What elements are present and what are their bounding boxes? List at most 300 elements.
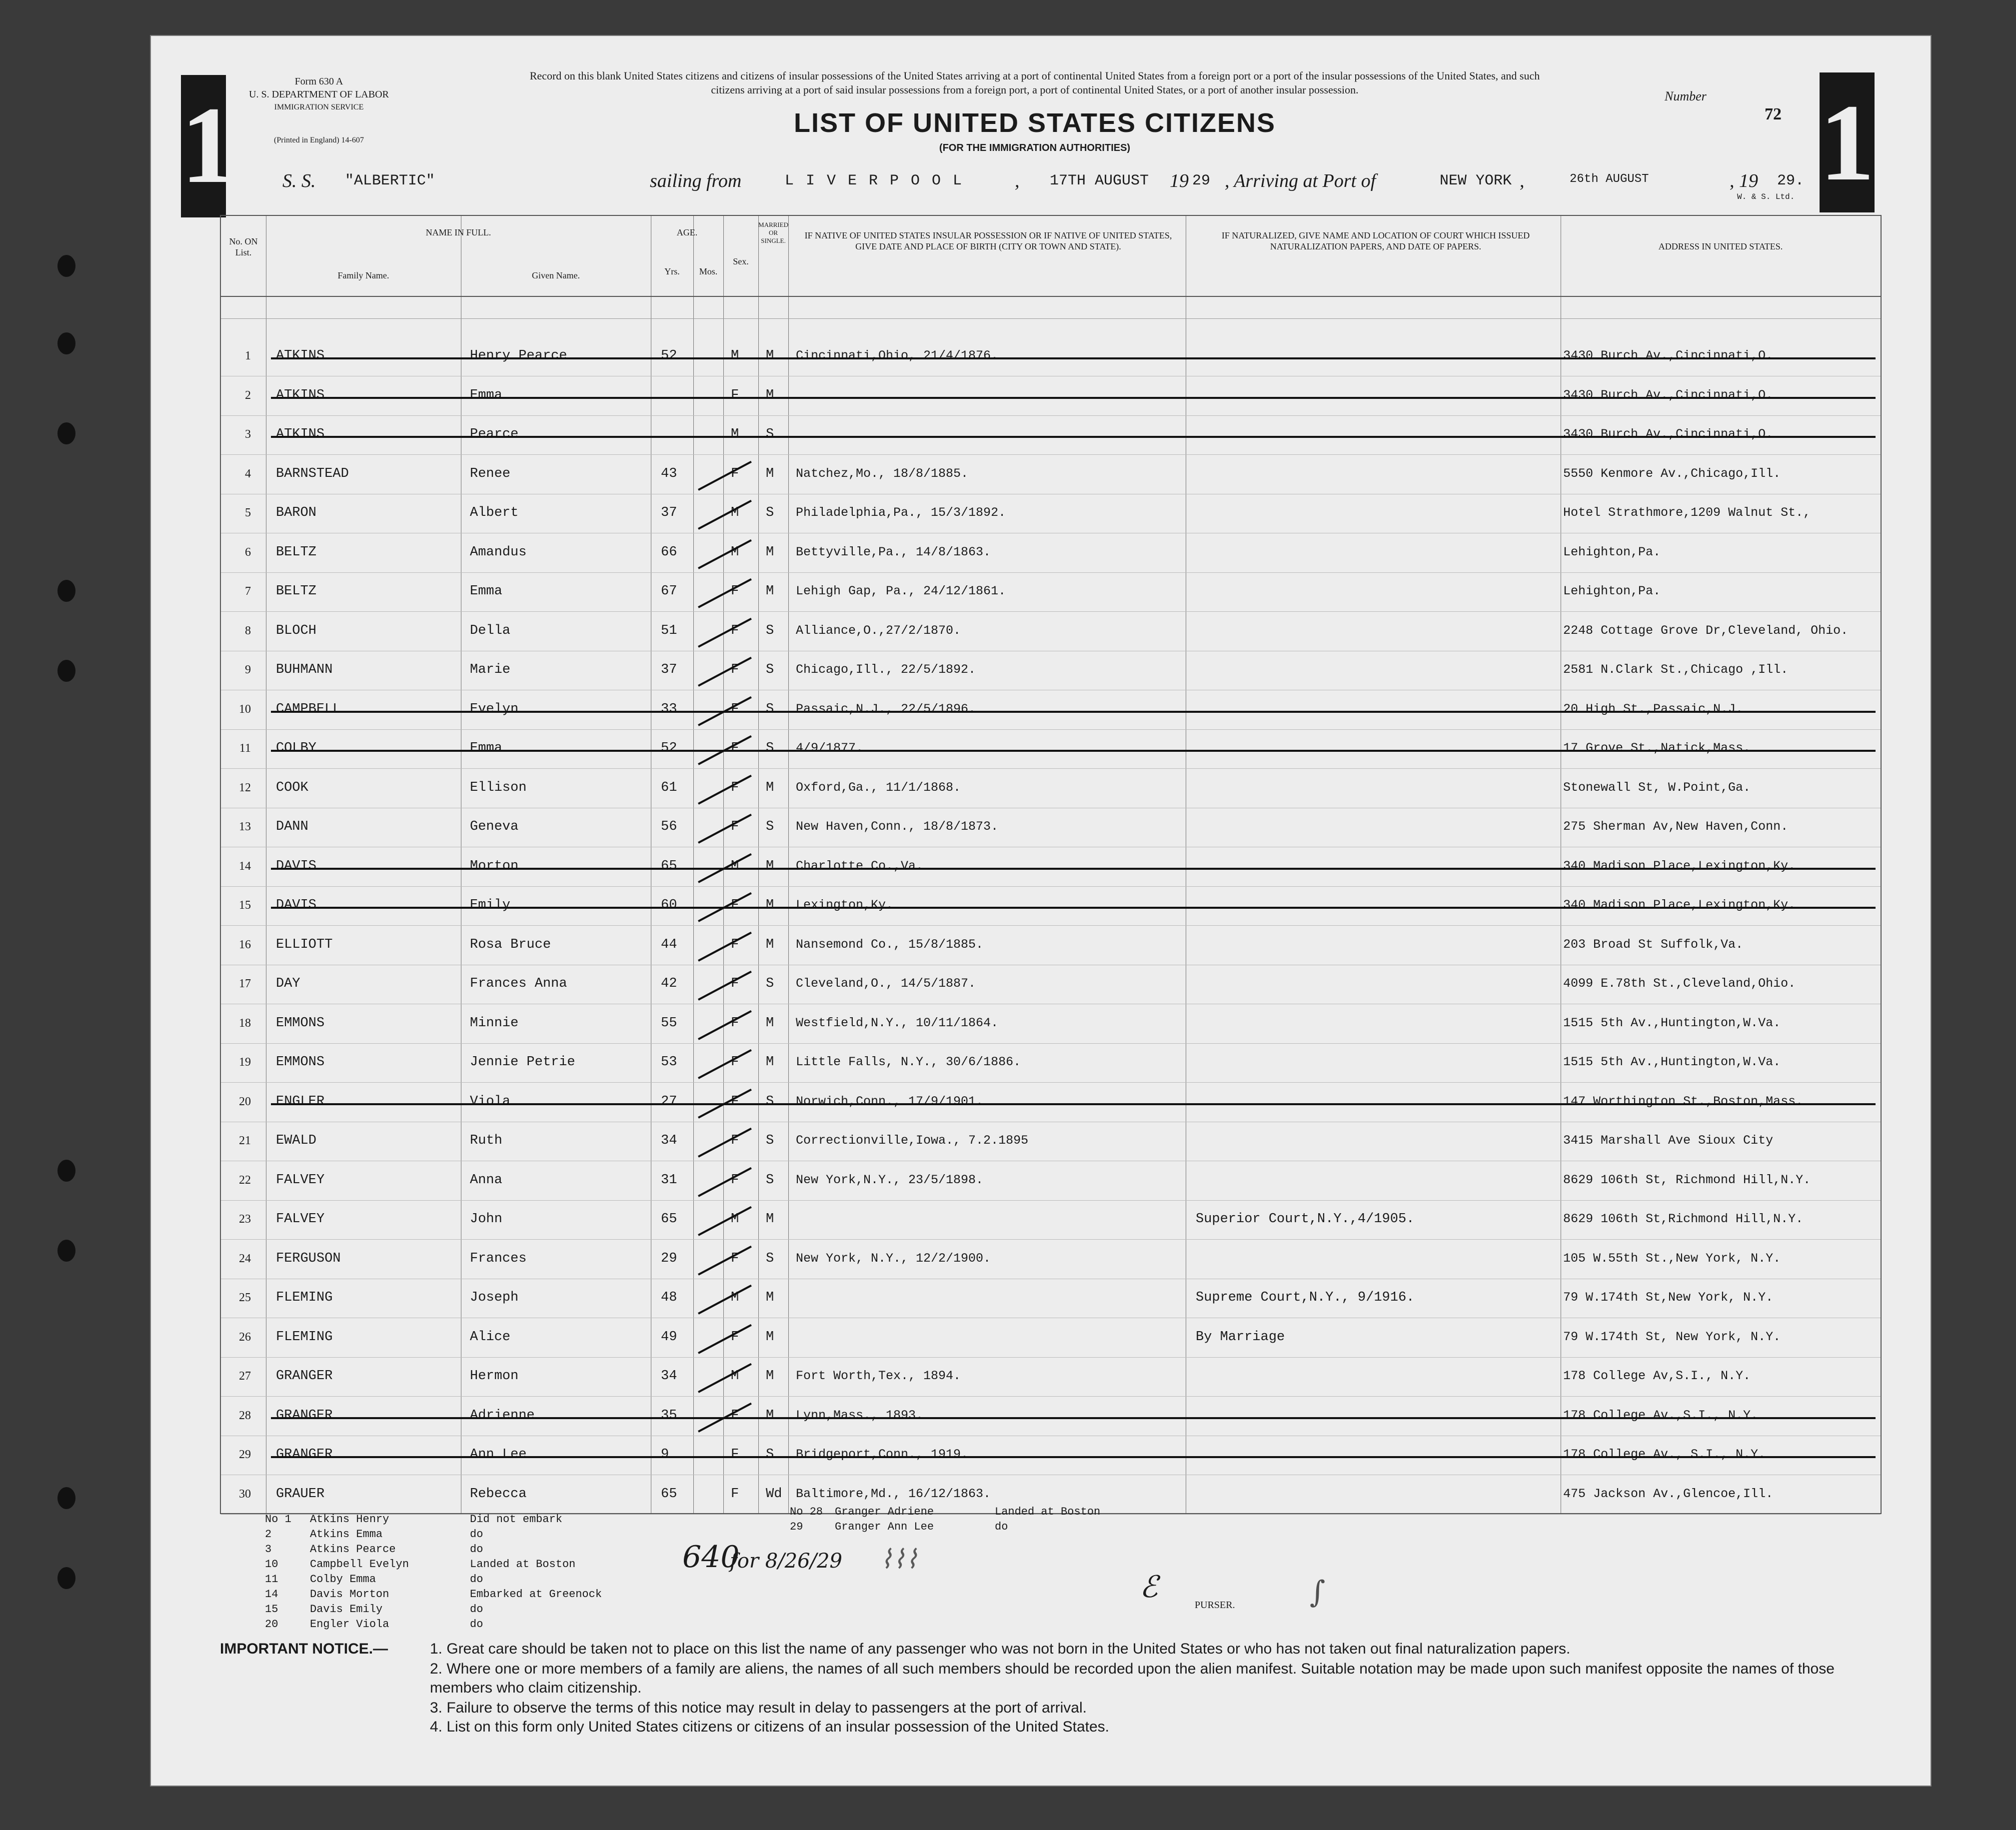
cell-sex: M	[731, 1290, 739, 1305]
cell-family: BUHMANN	[276, 662, 333, 677]
cell-sex: F	[731, 819, 739, 834]
cell-ms: S	[766, 701, 774, 717]
cell-addr: 275 Sherman Av,New Haven,Conn.	[1563, 819, 1789, 834]
cell-family: EMMONS	[276, 1055, 325, 1070]
note-status: do	[470, 1573, 483, 1586]
cell-given: Marie	[470, 662, 511, 677]
cell-ms: S	[766, 1133, 774, 1148]
strike-through-line	[271, 1456, 1876, 1458]
check-mark	[698, 1049, 752, 1079]
check-mark	[698, 539, 752, 569]
cell-birth: Lexington,Ky.	[796, 898, 894, 912]
cell-birth: Oxford,Ga., 11/1/1868.	[796, 780, 961, 795]
year-suffix: 29	[1192, 172, 1211, 189]
cell-given: Emma	[470, 387, 502, 403]
separator: ,	[1520, 170, 1525, 191]
check-mark	[698, 774, 752, 804]
cell-addr: 8629 106th St,Richmond Hill,N.Y.	[1563, 1212, 1804, 1226]
cell-given: Frances	[470, 1251, 527, 1266]
punch-hole	[57, 332, 75, 354]
cell-sex: F	[731, 1172, 739, 1188]
purser-signature: ℰ	[1140, 1570, 1158, 1605]
cell-addr: Hotel Strathmore,1209 Walnut St.,	[1563, 505, 1811, 520]
cell-given: Renee	[470, 466, 511, 481]
row-number: 25	[239, 1291, 251, 1304]
punch-hole	[57, 1487, 75, 1509]
cell-birth: Baltimore,Md., 16/12/1863.	[796, 1486, 991, 1501]
cell-birth: Lynn,Mass., 1893.	[796, 1408, 924, 1423]
handwritten-total: 640	[682, 1540, 740, 1575]
cell-family: DAVIS	[276, 898, 317, 913]
cell-yrs: 27	[661, 1094, 677, 1109]
preamble: Record on this blank United States citizens and citizens of insular possessions of the United States arriving at a port of continental United States from a foreign port or a port of the insular possessions of the United States, and such citizens arriving at a port of said insular possessions from a foreign port, a port of continental United States, or a port of another insular possession.	[529, 69, 1540, 96]
cell-birth: Bettyville,Pa., 14/8/1863.	[796, 544, 991, 559]
cell-addr: 20 High St.,Passaic,N.J.	[1563, 701, 1744, 716]
check-mark	[698, 1285, 752, 1315]
cell-ms: S	[766, 976, 774, 991]
cell-yrs: 35	[661, 1408, 677, 1423]
cell-addr: 3430 Burch Av.,Cincinnati,O.	[1563, 387, 1774, 402]
header-no: No. ON List.	[229, 236, 258, 257]
cell-family: BLOCH	[276, 623, 317, 638]
check-mark	[698, 617, 752, 647]
departure-date: 17TH AUGUST	[1050, 172, 1149, 189]
cell-addr: 178 College Av,S.I., N.Y.	[1563, 1369, 1751, 1383]
cell-family: BARNSTEAD	[276, 466, 349, 481]
check-mark	[698, 1128, 752, 1158]
sheet-number: 72	[1765, 105, 1782, 123]
cell-addr: 4099 E.78th St.,Cleveland,Ohio.	[1563, 976, 1796, 991]
header-age: AGE.	[676, 227, 698, 237]
cell-sex: F	[731, 780, 739, 795]
cell-birth: Westfield,N.Y., 10/11/1864.	[796, 1015, 999, 1030]
cell-sex: M	[731, 505, 739, 520]
cell-ms: M	[766, 898, 774, 913]
cell-addr: 2581 N.Clark St.,Chicago ,Ill.	[1563, 662, 1789, 677]
cell-family: ATKINS	[276, 387, 325, 403]
row-number: 24	[239, 1252, 251, 1265]
row-number: 17	[239, 977, 251, 990]
row-number: 15	[239, 899, 251, 912]
cell-family: FLEMING	[276, 1329, 333, 1345]
note-no: 20	[265, 1618, 278, 1631]
note-status: do	[470, 1543, 483, 1556]
cell-sex: M	[731, 1212, 739, 1227]
cell-ms: M	[766, 1055, 774, 1070]
department: U. S. DEPARTMENT OF LABOR	[249, 89, 389, 100]
cell-addr: 475 Jackson Av.,Glencoe,Ill.	[1563, 1486, 1774, 1501]
check-mark	[698, 500, 752, 530]
cell-given: Albert	[470, 505, 519, 520]
row-number: 18	[239, 1016, 251, 1030]
inspector-signature: ∫	[1310, 1575, 1326, 1610]
cell-family: CAMPBELL	[276, 701, 341, 717]
cell-yrs: 66	[661, 544, 677, 560]
cell-ms: M	[766, 544, 774, 560]
cell-ms: S	[766, 427, 774, 442]
row-number: 23	[239, 1213, 251, 1226]
cell-sex: M	[731, 427, 739, 442]
row-number: 6	[245, 545, 251, 559]
row-number: 3	[245, 428, 251, 441]
note-status: do	[470, 1528, 483, 1541]
row-number: 11	[239, 742, 251, 755]
cell-sex: F	[731, 584, 739, 599]
cell-given: Amandus	[470, 544, 527, 560]
cell-ms: M	[766, 584, 774, 599]
note-status: do	[470, 1618, 483, 1631]
note-name: Atkins Henry	[310, 1513, 389, 1526]
cell-birth: Correctionville,Iowa., 7.2.1895	[796, 1133, 1029, 1148]
cell-yrs: 65	[661, 1486, 677, 1502]
row-number: 14	[239, 859, 251, 873]
strike-through-line	[271, 1103, 1876, 1105]
cell-yrs: 53	[661, 1055, 677, 1070]
cell-yrs: 34	[661, 1369, 677, 1384]
punch-hole	[57, 422, 75, 444]
cell-yrs: 33	[661, 701, 677, 717]
tab-number: 1	[1820, 81, 1875, 203]
cell-given: Adrienne	[470, 1408, 535, 1423]
arriving-label: , Arriving at Port of	[1225, 170, 1376, 191]
cell-ms: S	[766, 1251, 774, 1266]
cell-addr: 147 Worthington St.,Boston,Mass.	[1563, 1094, 1804, 1109]
cell-yrs: 56	[661, 819, 677, 834]
notice-item: 4. List on this form only United States citizens or citizens of an insular possession of the United States.	[430, 1719, 1110, 1735]
strike-through-line	[271, 907, 1876, 909]
cell-addr: 178 College Av., S.I., N.Y.	[1563, 1447, 1766, 1462]
row-number: 2	[245, 388, 251, 402]
row-number: 8	[245, 624, 251, 637]
cell-addr: 3430 Burch Av.,Cincinnati,O.	[1563, 348, 1774, 363]
cell-ms: M	[766, 466, 774, 481]
cell-given: Pearce	[470, 427, 519, 442]
cell-birth: Alliance,O.,27/2/1870.	[796, 623, 961, 638]
cell-given: Minnie	[470, 1015, 519, 1031]
cell-addr: 17 Grove St.,Natick,Mass.	[1563, 741, 1751, 755]
cell-addr: 3415 Marshall Ave Sioux City	[1563, 1133, 1774, 1148]
cell-family: DAVIS	[276, 858, 317, 874]
note-status: do	[995, 1521, 1008, 1533]
cell-family: FALVEY	[276, 1212, 325, 1227]
cell-sex: F	[731, 1408, 739, 1423]
cell-given: Emma	[470, 741, 502, 756]
punch-hole	[57, 580, 75, 602]
form-identifier	[224, 75, 414, 147]
cell-yrs: 52	[661, 348, 677, 363]
cell-sex: F	[731, 1055, 739, 1070]
cell-sex: F	[731, 662, 739, 677]
note-no: No 1	[265, 1513, 291, 1526]
cell-family: DANN	[276, 819, 308, 834]
row-number: 30	[239, 1487, 251, 1501]
note-status: Embarked at Greenock	[470, 1588, 602, 1601]
cell-sex: F	[731, 741, 739, 756]
note-name: Colby Emma	[310, 1573, 376, 1586]
departure-port: LIVERPOOL	[785, 172, 974, 189]
header-name: NAME IN FULL.	[425, 227, 491, 237]
year-prefix: 19	[1170, 170, 1189, 191]
cell-yrs: 61	[661, 780, 677, 795]
note-status: Did not embark	[470, 1513, 562, 1526]
punch-hole	[57, 1160, 75, 1182]
note-line	[265, 1542, 670, 1557]
cell-given: Henry Pearce	[470, 348, 567, 363]
cell-sex: M	[731, 348, 739, 363]
note-line	[790, 1505, 1195, 1520]
note-status: Landed at Boston	[470, 1558, 576, 1571]
cell-birth: Nansemond Co., 15/8/1885.	[796, 937, 984, 952]
cell-addr: 8629 106th St, Richmond Hill,N.Y.	[1563, 1172, 1811, 1187]
cell-ms: M	[766, 937, 774, 952]
cell-addr: 340 Madison Place,Lexington,Ky.	[1563, 858, 1796, 873]
cell-given: Evelyn	[470, 701, 519, 717]
service: IMMIGRATION SERVICE	[274, 103, 364, 111]
cell-family: BELTZ	[276, 584, 317, 599]
cell-ms: S	[766, 1172, 774, 1188]
form-number: Form 630 A	[294, 76, 343, 87]
cell-yrs: 9	[661, 1447, 669, 1462]
note-name: Davis Morton	[310, 1588, 389, 1601]
cell-birth: Bridgeport,Conn., 1919.	[796, 1447, 969, 1462]
cell-given: John	[470, 1212, 502, 1227]
note-status: Landed at Boston	[995, 1506, 1101, 1518]
cell-given: Ann Lee	[470, 1447, 527, 1462]
row-number: 4	[245, 467, 251, 480]
row-number: 10	[239, 702, 251, 716]
check-mark	[698, 1245, 752, 1275]
cell-family: COLBY	[276, 741, 317, 756]
cell-sex: F	[731, 623, 739, 638]
printer-mark: W. & S. Ltd.	[1737, 192, 1795, 201]
note-line	[265, 1572, 670, 1587]
note-no: 10	[265, 1558, 278, 1571]
check-mark	[698, 460, 752, 490]
cell-yrs: 31	[661, 1172, 677, 1188]
cell-given: Viola	[470, 1094, 511, 1109]
sheet-tab-right	[1820, 72, 1875, 212]
row-number: 5	[245, 506, 251, 519]
note-line	[265, 1587, 670, 1602]
cell-yrs: 67	[661, 584, 677, 599]
page-subtitle: (FOR THE IMMIGRATION AUTHORITIES)	[939, 142, 1131, 153]
note-no: 29	[790, 1521, 803, 1533]
header-yrs: Yrs.	[664, 266, 680, 276]
note-line	[265, 1557, 670, 1572]
cell-family: GRANGER	[276, 1408, 333, 1423]
cell-addr: 2248 Cottage Grove Dr,Cleveland, Ohio.	[1563, 623, 1849, 638]
cell-ms: S	[766, 662, 774, 677]
cell-ms: M	[766, 1212, 774, 1227]
header-sex: Sex.	[733, 256, 749, 266]
cell-given: Della	[470, 623, 511, 638]
number-label: Number	[1665, 89, 1707, 103]
cell-addr: Lehighton,Pa.	[1563, 584, 1661, 598]
page-title: LIST OF UNITED STATES CITIZENS	[794, 108, 1276, 138]
cell-sex: F	[731, 466, 739, 481]
cell-addr: 79 W.174th St,New York, N.Y.	[1563, 1290, 1774, 1305]
cell-birth: Little Falls, N.Y., 30/6/1886.	[796, 1055, 1021, 1069]
note-line	[265, 1617, 670, 1632]
note-line	[265, 1512, 670, 1527]
cell-yrs: 34	[661, 1133, 677, 1148]
cell-birth: Passaic,N.J., 22/5/1896.	[796, 701, 976, 716]
cell-birth: Norwich,Conn., 17/9/1901.	[796, 1094, 984, 1109]
cell-addr: 1515 5th Av.,Huntington,W.Va.	[1563, 1055, 1781, 1069]
cell-yrs: 43	[661, 466, 677, 481]
notice-item: 1. Great care should be taken not to place on this list the name of any passenger who was not born in the United States or who has not taken out final naturalization papers.	[430, 1641, 1571, 1657]
arrival-date: 26th AUGUST	[1570, 172, 1649, 186]
note-status: do	[470, 1603, 483, 1616]
row-number: 9	[245, 663, 251, 676]
cell-sex: F	[731, 1094, 739, 1109]
cell-addr: Stonewall St, W.Point,Ga.	[1563, 780, 1751, 795]
cell-given: Emily	[470, 898, 511, 913]
note-line	[265, 1527, 670, 1542]
cell-family: BELTZ	[276, 544, 317, 560]
note-no: No 28	[790, 1506, 823, 1518]
cell-given: Joseph	[470, 1290, 519, 1305]
landing-notes	[790, 1505, 1195, 1535]
cell-sex: F	[731, 1015, 739, 1031]
cell-nat: Superior Court,N.Y.,4/1905.	[1196, 1212, 1415, 1227]
note-name: Engler Viola	[310, 1618, 389, 1631]
cell-sex: F	[731, 1329, 739, 1345]
cell-family: BARON	[276, 505, 317, 520]
note-no: 3	[265, 1543, 272, 1556]
cell-given: Ellison	[470, 780, 527, 795]
row-number: 13	[239, 820, 251, 833]
header-given: Given Name.	[532, 270, 580, 280]
cell-family: ELLIOTT	[276, 937, 333, 952]
cell-ms: M	[766, 1329, 774, 1345]
cell-birth: Lehigh Gap, Pa., 24/12/1861.	[796, 584, 1006, 598]
cell-birth: New York,N.Y., 23/5/1898.	[796, 1172, 984, 1187]
cell-sex: F	[731, 937, 739, 952]
cell-addr: Lehighton,Pa.	[1563, 544, 1661, 559]
cell-given: Hermon	[470, 1369, 519, 1384]
row-number: 19	[239, 1056, 251, 1069]
cell-given: Emma	[470, 584, 502, 599]
strike-through-line	[271, 868, 1876, 870]
check-mark	[698, 1206, 752, 1236]
cell-ms: M	[766, 1369, 774, 1384]
cell-ms: S	[766, 623, 774, 638]
cell-sex: F	[731, 387, 739, 403]
cell-birth: New Haven,Conn., 18/8/1873.	[796, 819, 999, 834]
cell-yrs: 60	[661, 898, 677, 913]
cell-yrs: 44	[661, 937, 677, 952]
cell-birth: Cincinnati,Ohio, 21/4/1876.	[796, 348, 999, 363]
cell-family: FERGUSON	[276, 1251, 341, 1266]
purser-label: PURSER.	[1195, 1600, 1235, 1611]
note-name: Atkins Pearce	[310, 1543, 396, 1556]
cell-yrs: 29	[661, 1251, 677, 1266]
cell-family: FLEMING	[276, 1290, 333, 1305]
strike-through-line	[271, 436, 1876, 438]
cell-ms: S	[766, 819, 774, 834]
cell-addr: 203 Broad St Suffolk,Va.	[1563, 937, 1744, 952]
year2-prefix: , 19	[1730, 170, 1758, 191]
cell-yrs: 65	[661, 858, 677, 874]
cell-yrs: 55	[661, 1015, 677, 1031]
cell-ms: M	[766, 858, 774, 874]
ss-label: S. S.	[282, 170, 316, 191]
handwritten-signature: ⌇⌇⌇	[880, 1545, 918, 1575]
cell-family: COOK	[276, 780, 308, 795]
row-number: 27	[239, 1370, 251, 1383]
cell-ms: M	[766, 387, 774, 403]
cell-ms: M	[766, 1290, 774, 1305]
cell-family: GRANGER	[276, 1369, 333, 1384]
cell-addr: 340 Madison Place,Lexington,Ky.	[1563, 898, 1796, 912]
punch-hole	[57, 1240, 75, 1262]
row-number: 21	[239, 1134, 251, 1147]
cell-given: Morton	[470, 858, 519, 874]
cell-family: GRANGER	[276, 1447, 333, 1462]
row-number: 29	[239, 1448, 251, 1461]
cell-given: Rosa Bruce	[470, 937, 551, 952]
punch-hole	[57, 660, 75, 682]
cell-yrs: 37	[661, 662, 677, 677]
cell-addr: 5550 Kenmore Av.,Chicago,Ill.	[1563, 466, 1781, 481]
cell-ms: S	[766, 505, 774, 520]
header-naturalized: IF NATURALIZED, GIVE NAME AND LOCATION OF COURT WHICH ISSUED NATURALIZATION PAPERS, AND DATE OF PAPERS.	[1221, 230, 1530, 251]
note-name: Atkins Emma	[310, 1528, 383, 1541]
separator: ,	[1015, 170, 1020, 191]
note-no: 14	[265, 1588, 278, 1601]
notice-item: 3. Failure to observe the terms of this notice may result in delay to passengers at the port of arrival.	[430, 1700, 1087, 1716]
cell-nat: By Marriage	[1196, 1329, 1285, 1345]
cell-given: Ruth	[470, 1133, 502, 1148]
cell-sex: M	[731, 544, 739, 560]
cell-family: ENGLER	[276, 1094, 325, 1109]
check-mark	[698, 931, 752, 961]
cell-family: FALVEY	[276, 1172, 325, 1188]
check-mark	[698, 1324, 752, 1354]
cell-nat: Supreme Court,N.Y., 9/1916.	[1196, 1290, 1415, 1305]
cell-sex: F	[731, 1133, 739, 1148]
cell-birth: Cleveland,O., 14/5/1887.	[796, 976, 976, 991]
header-birth: IF NATIVE OF UNITED STATES INSULAR POSSESSION OR IF NATIVE OF UNITED STATES, GIVE DATE AND PLACE OF BIRTH (CITY OR TOWN AND STATE).	[804, 230, 1172, 251]
row-number: 26	[239, 1330, 251, 1344]
handwritten-date-note: for 8/26/29	[730, 1550, 842, 1573]
note-line	[790, 1520, 1195, 1535]
cell-birth: New York, N.Y., 12/2/1900.	[796, 1251, 991, 1266]
cell-yrs: 48	[661, 1290, 677, 1305]
note-no: 2	[265, 1528, 272, 1541]
check-mark	[698, 657, 752, 687]
row-number: 22	[239, 1173, 251, 1187]
sailing-label: sailing from	[650, 170, 742, 191]
cell-family: ATKINS	[276, 427, 325, 442]
cell-sex: F	[731, 898, 739, 913]
cell-ms: Wd	[766, 1486, 782, 1502]
strike-through-line	[271, 1417, 1876, 1419]
check-mark	[698, 1010, 752, 1040]
cell-sex: F	[731, 1447, 739, 1462]
cell-ms: S	[766, 741, 774, 756]
year2-suffix: 29.	[1777, 172, 1805, 189]
tab-number: 1	[181, 84, 236, 206]
note-name: Davis Emily	[310, 1603, 383, 1616]
check-mark	[698, 1363, 752, 1393]
cell-ms: M	[766, 348, 774, 363]
cell-sex: F	[731, 1251, 739, 1266]
printed-note: (Printed in England) 14-607	[274, 136, 364, 144]
cell-ms: M	[766, 1015, 774, 1031]
strike-through-line	[271, 357, 1876, 359]
